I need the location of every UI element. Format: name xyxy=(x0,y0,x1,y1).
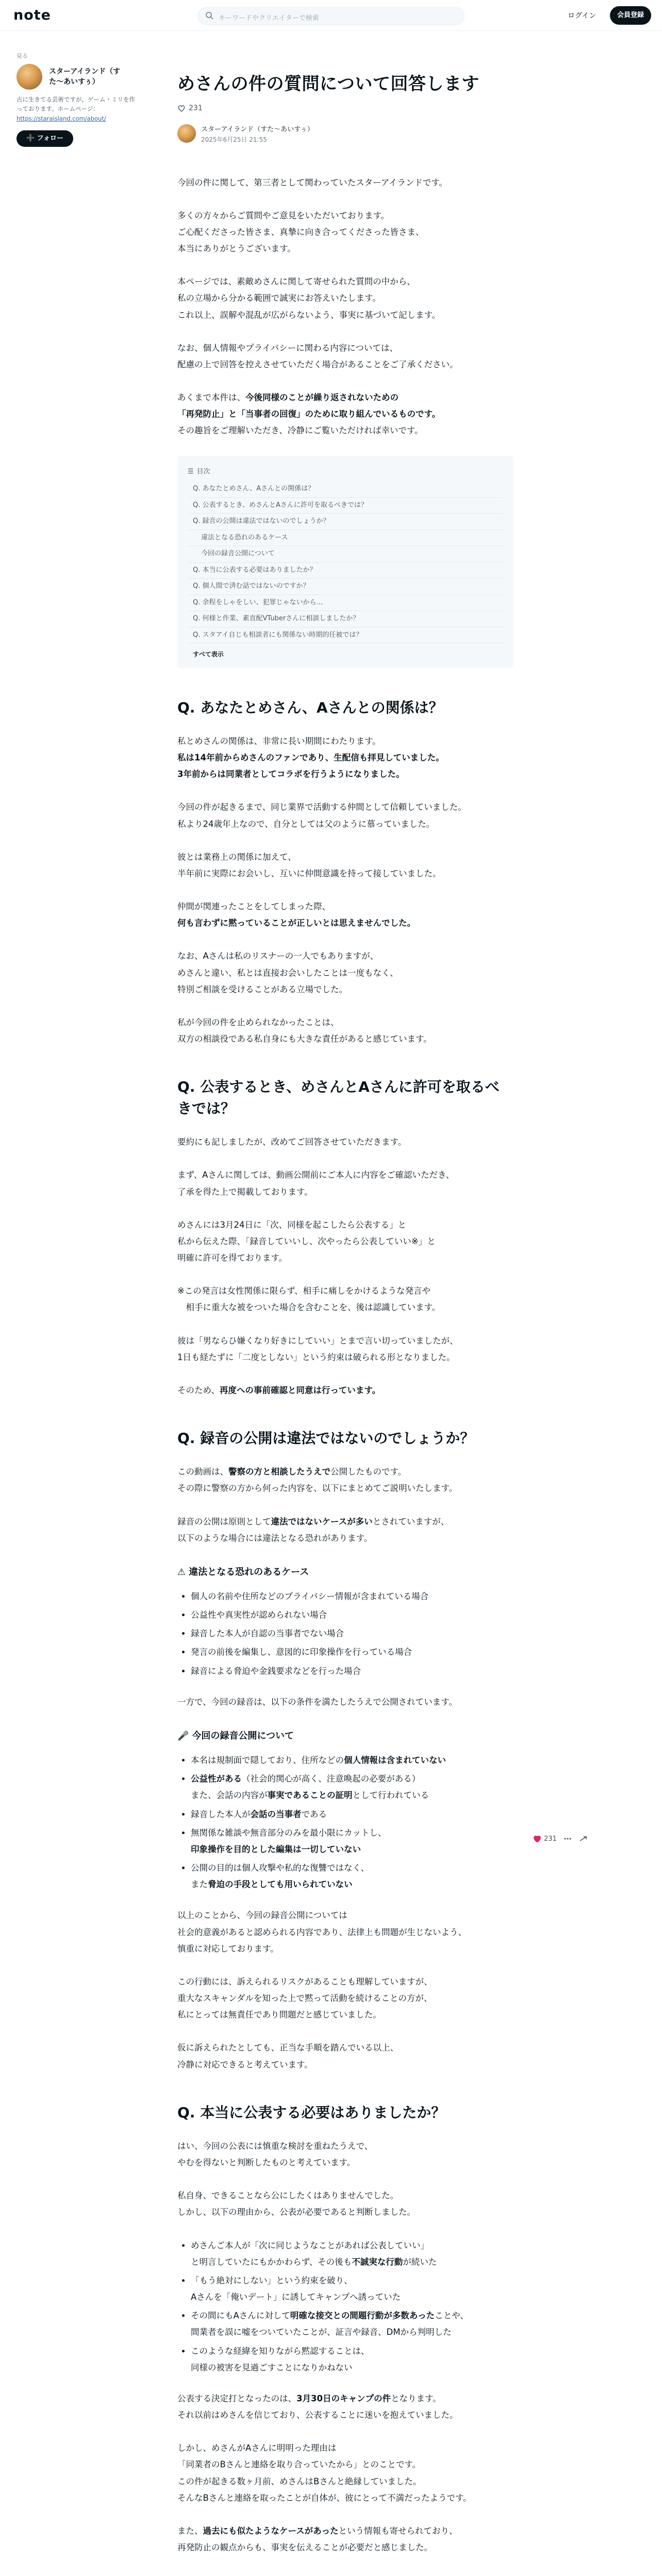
paragraph: 多くの方々からご質問やご意見をいただいております。 ご心配くださった皆さま、真摯に向き合ってくださった皆さま、 本当にありがとうございます。 xyxy=(177,210,424,254)
toc-item[interactable]: Q. 余程をしゃをしい、犯罪じゃないから… xyxy=(188,595,503,612)
paragraph: なお、個人情報やプライバシーに関わる内容については、 配慮の上で回答を控えさせていただく場合があることをご了承ください。 xyxy=(177,343,458,369)
sidebar-description: 古に生きてる芸術ですが，ゲーム・ミリを作っております。ホームページ： xyxy=(16,96,135,113)
section-heading: Q. 公表するとき、めさんとAさんに許可を取るべきでは？ xyxy=(177,1078,500,1117)
paragraph: あくまで本件は、今後同様のことが繰り返されないための 「再発防止」と「当事者の回復」のために取り組んでいるものです。 その趣旨をご理解いただき、冷静にご覧いただければ幸いです。 xyxy=(177,393,441,436)
avatar[interactable] xyxy=(177,124,196,143)
list-icon: ☰ xyxy=(188,467,194,476)
avatar[interactable] xyxy=(16,64,42,90)
note-logo[interactable]: note xyxy=(13,7,51,23)
article xyxy=(177,72,514,2576)
list-item: • その間にもAさんに対して明確な接交との間題行動が多数あったことや、 間業者を誤に嘘をついていたことが、証言や録音、DMから判明した xyxy=(191,2308,514,2341)
list-item: • 公益性や真実性が認められない場合 xyxy=(191,1607,514,1623)
section-heading: Q. あなたとめさん、Aさんとの関係は？ xyxy=(177,699,443,716)
toc-item[interactable]: Q. あなたとめさん、Aさんとの関係は？ xyxy=(188,481,503,498)
list-item: • このような経緯を知りながら黙認することは、 同様の被害を見過ごすことになりかねない xyxy=(191,2343,514,2376)
byline xyxy=(177,124,514,144)
sidebar-creator-name[interactable]: スターアイランド（すた〜あいすぅ） xyxy=(49,67,121,86)
paragraph: 本ページでは、素敵めさんに関して寄せられた質問の中から、 私の立場から分かる範囲で誠実にお答えいたします。 これ以上、誤解や混乱が広がらないよう、事実に基づいて記します。 xyxy=(177,277,441,320)
subsection-heading: ⚠ 違法となる恐れのあるケース xyxy=(177,1563,514,1581)
list-item: • 個人の名前や住所などのプライバシー情報が含まれている場合 xyxy=(191,1588,514,1605)
paragraph: 一方で、今回の録音は、以下の条件を満たしたうえで公開されています。 xyxy=(177,1697,457,1707)
list-item: • 無関係な雑談や無音部分のみを最小限にカットし、 印象操作を目的とした編集は一切していない xyxy=(191,1825,514,1858)
toc-item[interactable]: Q. スタアイ自じも相談者にも関係ない時期的任被では？ xyxy=(188,628,503,644)
author-sidebar xyxy=(16,52,135,147)
like-button[interactable] xyxy=(533,1834,557,1843)
paragraph: そのため、再度への事前確認と同意は行っています。 xyxy=(177,1385,381,1395)
likes-row xyxy=(177,104,514,112)
publish-date: 2025年6月25日 21:55 xyxy=(201,135,267,143)
paragraph: 以上のことから、今回の録音公開については 社会的意義があると認められる内容であり、法律上も問題が生じないよう、 慎重に対応しております。 xyxy=(177,1910,467,1954)
paragraph: 公表する決定打となったのは、3月30日のキャンプの件となります。 それ以前はめさんを信じており、公表することに迷いを抱えていました。 xyxy=(177,2393,458,2420)
search-icon xyxy=(205,11,213,20)
follow-button[interactable] xyxy=(16,130,73,147)
mic-icon: 🎤 xyxy=(177,1730,189,1741)
heart-icon[interactable] xyxy=(177,104,186,112)
page-title: めさんの件の質問について回答します xyxy=(177,74,479,94)
toc-item[interactable]: 違法となる恐れのあるケース xyxy=(188,530,503,547)
list-item: • 「もう絶対にしない」という約束を破り、 Aさんを「俺いデート」に誘してキャンプへ誘っていた xyxy=(191,2273,514,2306)
paragraph: 私が今回の件を止められなかったことは、 双方の相談役である私自身にも大きな責任があると感じています。 xyxy=(177,1017,432,1044)
author-name[interactable]: スターアイランド（すた〜あいすぅ） xyxy=(201,125,314,133)
section-heading: Q. 本当に公表する必要はありましたか？ xyxy=(177,2104,446,2121)
paragraph: 仮に訴えられたとしても、正当な手順を踏んでいる以上、 冷静に対応できると考えています。 xyxy=(177,2043,399,2070)
bullet-list xyxy=(191,1752,514,1893)
paragraph: まず、Aさんに関しては、動画公開前にご本人に内容をご確認いただき、 了承を得た上で掲載しております。 xyxy=(177,1170,455,1197)
list-item: • 公益性がある（社会的関心が高く、注意喚起の必要がある） また、会話の内容が事実であることの証明として行われている xyxy=(191,1771,514,1804)
list-item: • 発言の前後を編集し、意図的に印象操作を行っている場合 xyxy=(191,1644,514,1660)
paragraph: めさんには3月24日に「次、同様を起こしたら公表する」と 私から伝えた際、「録音していいし、次やったら公表していい※」と 明確に許可を得ております。 xyxy=(177,1219,436,1263)
heart-icon xyxy=(533,1834,542,1843)
floating-action-bar xyxy=(533,1834,588,1843)
toc-item[interactable]: Q. 何様と作業、素直配VTuberさんに相談しましたか？ xyxy=(188,611,503,628)
bullet-list xyxy=(191,2238,514,2376)
bullet-list xyxy=(191,1588,514,1680)
paragraph: 私自身、できることなら公にしたくはありませんでした。 しかし、以下の理由から、公表が必要であると判断しました。 xyxy=(177,2191,416,2217)
like-count: 231 xyxy=(189,104,203,112)
paragraph: この行動には、訴えられるリスクがあることも理解していますが、 重大なスキャンダルを知った上で黙って活動を続けることの方が、 私にとっては無責任であり問題だと感じていました。 xyxy=(177,1976,433,2020)
person-plus-icon: ➕ xyxy=(26,134,35,143)
more-icon[interactable] xyxy=(563,1834,572,1843)
article-body xyxy=(177,175,514,2576)
list-item: • めさんご本人が「次に同じようなことがあれば公表していい」 と明言していたにもかかわらず、その後も不誠実な行動が続いた xyxy=(191,2238,514,2270)
list-item: • 本名は規制面で隠しており、住所などの個人情報は含まれていない xyxy=(191,1752,514,1769)
follow-label: フォロー xyxy=(37,134,64,143)
toc-title[interactable]: ☰ 目次 xyxy=(188,465,503,478)
sidebar-homepage-link[interactable]: https://staraisland.com/about/ xyxy=(16,114,106,122)
warning-icon: ⚠ xyxy=(177,1566,186,1578)
paragraph xyxy=(177,2572,514,2576)
paragraph: 今回の件に関して、第三者として関わっていたスターアイランドです。 xyxy=(177,177,448,188)
sidebar-label: 見る xyxy=(16,53,28,59)
search-bar[interactable] xyxy=(197,7,465,25)
paragraph: ※この発言は女性関係に限らず、相手に痛しをかけるような発言や 相手に重大な被をついた場合を含むことを、後は認識しています。 xyxy=(177,1286,441,1313)
list-item: • 公開の目的は個人攻撃や私的な復讐ではなく、 また脅迫の手段としても用いられていない xyxy=(191,1860,514,1893)
paragraph: また、過去にも似たようなケースがあったという情報も寄せられており、 再発防止の観点からも、事実を伝えることが必要だと感じました。 xyxy=(177,2526,458,2553)
toc-show-all-button[interactable]: すべて表示 xyxy=(193,651,224,658)
paragraph: 今回の件が起きるまで、同じ業界で活動する仲間として信頼していました。 私より24歳年上なので、自分としては父のように慕っていました。 xyxy=(177,802,467,829)
share-icon[interactable] xyxy=(578,1834,588,1843)
list-item: • 録音した本人が会話の当事者である xyxy=(191,1806,514,1823)
signup-button[interactable]: 会員登録 xyxy=(610,6,651,25)
toc-item[interactable]: Q. 個人間で済む話ではないのですか？ xyxy=(188,579,503,595)
paragraph: しかし、めさんがAさんに明明った理由は 「同業者のBさんと連絡を取り合っていたから」とのことです。 この件が起きる数ヶ月前、めさんはBさんと絶縁していました。 そんなBさんと連絡を取ったことが自体が、彼にとって不満だったようです。 xyxy=(177,2443,472,2503)
toc-item[interactable]: Q. 本当に公表する必要はありましたか？ xyxy=(188,563,503,579)
toc-item[interactable]: 今回の録音公開について xyxy=(188,546,503,563)
list-item: • 録音による脅迫や金銭要求などを行った場合 xyxy=(191,1663,514,1680)
login-link[interactable]: ログイン xyxy=(568,12,597,20)
toc-item[interactable]: Q. 録音の公開は違法ではないのでしょうか？ xyxy=(188,514,503,530)
toc-item[interactable]: Q. 公表するとき、めさんとAさんに許可を取るべきでは？ xyxy=(188,498,503,514)
paragraph: 彼とは業務上の関係に加えて、 半年前に実際にお会いし、互いに仲間意識を持って接していました。 xyxy=(177,852,441,878)
paragraph: 要約にも記しましたが、改めてご回答させていただきます。 xyxy=(177,1137,407,1147)
paragraph: はい、今回の公表には慎重な検討を重ねたうえで、 やむを得ないと判断したものと考えています。 xyxy=(177,2141,373,2167)
paragraph: なお、Aさんは私のリスナーの一人でもありますが、 めさんと違い、私とは直接お会いしたことは一度もなく、 特別ご相談を受けることがある立場でした。 xyxy=(177,951,399,994)
list-item: • 録音した本人が自認の当事者でない場合 xyxy=(191,1625,514,1642)
paragraph: 録音の公開は原則として違法ではないケースが多いとされていますが、 以下のような場合には違法となる恐れがあります。 xyxy=(177,1516,450,1543)
search-placeholder: キーワードやクリエイターで検索 xyxy=(219,14,319,22)
paragraph: 彼は「男ならひ嫌くなり好きにしていい」とまで言い切っていましたが、 1日も経たずに「二度としない」という約束は破られる形となりました。 xyxy=(177,1335,458,1362)
table-of-contents xyxy=(177,456,514,668)
paragraph: この動画は、警察の方と相談したうえで公開したものです。 その際に警察の方から何った内容を、以下にまとめてご説明いたします。 xyxy=(177,1467,458,1494)
like-count: 231 xyxy=(544,1835,557,1843)
top-header xyxy=(0,0,662,31)
paragraph: 私とめさんの関係は、非常に長い期間にわたります。 私は14年前からめさんのファンであり、生配信も拝見していました。 3年前からは同業者としてコラボを行うようになりました。 xyxy=(177,736,444,779)
paragraph: 仲間が関連ったことをしてしまった際、 何も言わずに黙っていることが正しいとは思えませんでした。 xyxy=(177,902,416,928)
subsection-heading: 🎤 今回の録音公開について xyxy=(177,1727,514,1745)
section-heading: Q. 録音の公開は違法ではないのでしょうか？ xyxy=(177,1430,475,1447)
